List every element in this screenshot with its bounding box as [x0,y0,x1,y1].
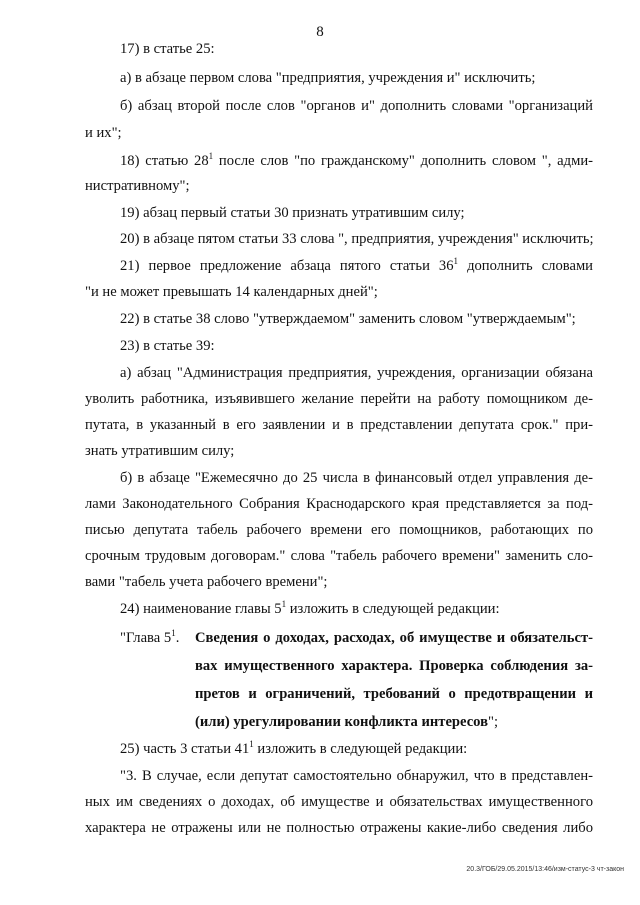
item-23-b-line3: писью депутата табель рабочего времени его помощников, работающих по [85,522,593,538]
item-17-intro: 17) в статье 25: [120,41,215,57]
item-23-intro: 23) в статье 39: [120,338,215,354]
item-17-b-line2: и их"; [85,125,122,141]
item-21-line2: "и не может превышать 14 календарных дней"; [85,284,378,300]
item-25-quote-line3: характера не отражены или не полностью отражены какие-либо сведения либо [85,820,593,836]
item-21-line1: 21) первое предложение абзаца пятого статьи $36^1$ дополнить словами [120,256,593,274]
chapter-title-line4: (или) урегулировании конфликта интересов"; [195,714,499,730]
item-22: 22) в статье 38 слово "утверждаемом" заменить словом "утверждаемым"; [120,311,576,327]
item-23-b-line2: лами Законодательного Собрания Краснодарского края представляется за под- [85,496,593,512]
item-23-a-line3: путата, в указанный в его заявлении и в представлении депутата срок." при- [85,417,593,433]
item-25-intro: 25) часть 3 статьи $41^1$ изложить в следующей редакции: [120,739,468,757]
item-19: 19) абзац первый статьи 30 признать утратившим силу; [120,205,465,221]
chapter-title-line1: Сведения о доходах, расходах, об имуществе и обязательст- [195,630,593,646]
chapter-title-line2: вах имущественного характера. Проверка соблюдения за- [195,658,593,674]
item-23-a-line1: а) абзац "Администрация предприятия, учреждения, организации обязана [120,365,593,381]
chapter-title-line3: претов и ограничений, требований о предотвращении и [195,686,593,702]
item-20: 20) в абзаце пятом статьи 33 слова ", предприятия, учреждения" исключить; [120,231,594,247]
item-24-intro: 24) наименование главы $5^1$ изложить в следующей редакции: [120,599,500,617]
item-17-b-line1: б) абзац второй после слов "органов и" дополнить словами "организаций [120,98,593,114]
item-17-a: а) в абзаце первом слова "предприятия, учреждения и" исключить; [120,70,536,86]
item-25-quote-line1: "3. В случае, если депутат самостоятельно обнаружил, что в представлен- [120,768,593,784]
page-number: 8 [316,24,324,40]
item-25-quote-line2: ных им сведениях о доходах, об имуществе и обязательствах имущественного [85,794,593,810]
item-23-b-line5: вами "табель учета рабочего времени"; [85,574,328,590]
item-23-b-line1: б) в абзаце "Ежемесячно до 25 числа в финансовый отдел управления де- [120,470,593,486]
item-23-a-line4: знать утратившим силу; [85,443,235,459]
item-23-a-line2: уволить работника, изъявившего желание перейти на работу помощником де- [85,391,593,407]
footer-file-reference: 20.3/ГОБ/29.05.2015/13:46/изм-статус-3 чт-закон [466,866,624,873]
item-18-line2: нистративному"; [85,178,190,194]
item-23-b-line4: срочным трудовым договорам." слова "табель рабочего времени" заменить сло- [85,548,593,564]
chapter-label: "Глава $5^1$. [120,628,180,646]
item-18-line1: 18) статью $28^1$ после слов "по гражданскому" дополнить словом ", адми- [120,151,593,169]
